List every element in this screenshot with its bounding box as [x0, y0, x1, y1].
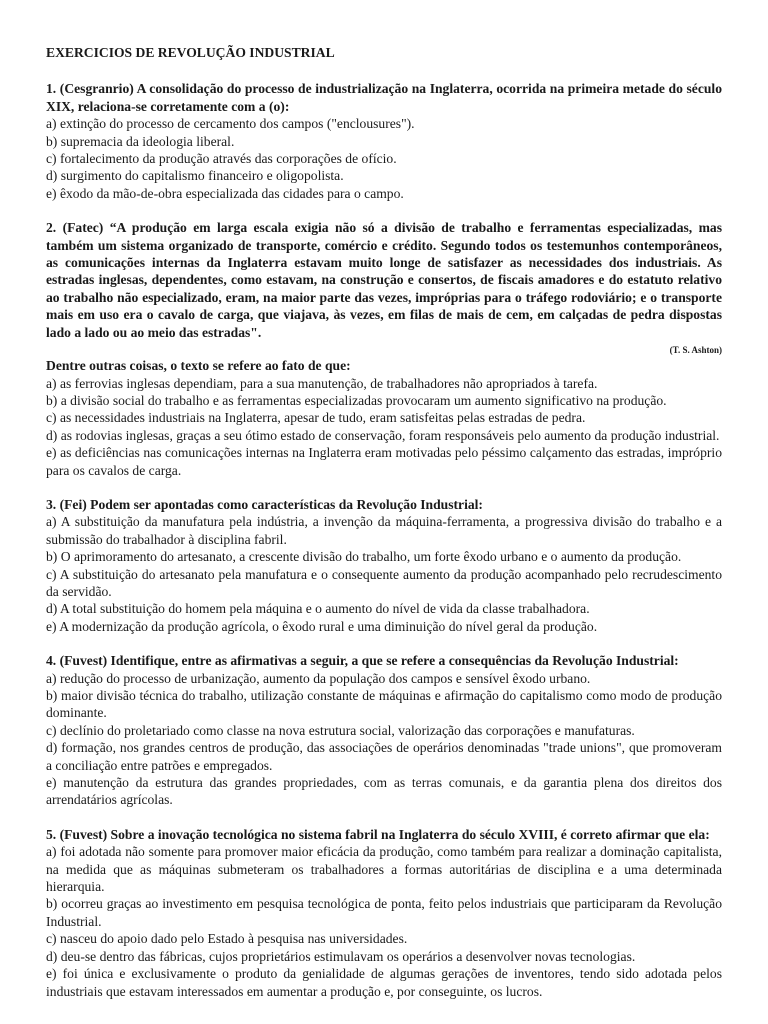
question-subprompt: Dentre outras coisas, o texto se refere ao fato de que: — [46, 358, 351, 374]
question-stem: 3. (Fei) Podem ser apontadas como características da Revolução Industrial: — [46, 496, 483, 512]
quote-source: (T. S. Ashton) — [669, 345, 722, 356]
option-c: c) A substituição do artesanato pela manufatura e o consequente aumento da produção acompanhado pelo recrudescimento da servidão. — [46, 566, 722, 599]
option-d: d) formação, nos grandes centros de produção, das associações de operários denominadas "trade unions", que promoveram a conciliação entre patrões e empregados. — [46, 740, 722, 773]
option-c: c) fortalecimento da produção através das corporações de ofício. — [46, 151, 397, 167]
option-e: e) A modernização da produção agrícola, o êxodo rural e uma diminuição do nível geral da produção. — [46, 618, 598, 634]
option-e: e) as deficiências nas comunicações internas na Inglaterra eram motivadas pelo péssimo calçamento das estradas, impróprio para os cavalos de carga. — [46, 445, 722, 478]
document-title: EXERCICIOS DE REVOLUÇÃO INDUSTRIAL — [46, 45, 335, 60]
option-c: c) nasceu do apoio dado pelo Estado à pesquisa nas universidades. — [46, 931, 408, 947]
option-d: d) deu-se dentro das fábricas, cujos proprietários estimulavam os operários a desenvolver novas tecnologias. — [46, 948, 636, 964]
question-2 — [46, 219, 722, 479]
option-e: e) êxodo da mão-de-obra especializada das cidades para o campo. — [46, 185, 404, 201]
option-b: b) supremacia da ideologia liberal. — [46, 133, 235, 149]
option-d: d) as rodovias inglesas, graças a seu ótimo estado de conservação, foram responsáveis pelo aumento da produção industrial. — [46, 427, 720, 443]
question-3 — [46, 496, 722, 635]
option-a: a) extinção do processo de cercamento dos campos ("enclousures"). — [46, 116, 415, 132]
option-b: b) ocorreu graças ao investimento em pesquisa tecnológica de ponta, feito pelos industriais que participaram da Revolução Industrial. — [46, 896, 722, 929]
option-d: d) A total substituição do homem pela máquina e o aumento do nível de vida da classe trabalhadora. — [46, 601, 590, 617]
option-b: b) a divisão social do trabalho e as ferramentas especializadas provocaram um aumento significativo na produção. — [46, 392, 667, 408]
question-5 — [46, 826, 722, 1000]
option-e: e) manutenção da estrutura das grandes propriedades, com as terras comunais, e da garantia plena dos direitos dos arrendatários agrícolas. — [46, 775, 722, 808]
option-d: d) surgimento do capitalismo financeiro e oligopolista. — [46, 168, 344, 184]
option-b: b) maior divisão técnica do trabalho, utilização constante de máquinas e afirmação do capitalismo como modo de produção dominante. — [46, 688, 722, 721]
option-a: a) foi adotada não somente para promover maior eficácia da produção, como também para realizar a dominação capitalista, na medida que as máquinas submeteram os trabalhadores a formas autoritárias de disciplina e a uma determinada hierarquia. — [46, 844, 722, 895]
question-stem: 5. (Fuvest) Sobre a inovação tecnológica no sistema fabril na Inglaterra do século XVIII, é correto afirmar que ela: — [46, 826, 710, 842]
question-1 — [46, 80, 722, 202]
option-a: a) as ferrovias inglesas dependiam, para a sua manutenção, de trabalhadores não apropriados à tarefa. — [46, 375, 598, 391]
option-c: c) declínio do proletariado como classe na nova estrutura social, valorização das corporações e manufaturas. — [46, 722, 635, 738]
option-e: e) foi única e exclusivamente o produto da genialidade de algumas gerações de inventores, tendo sido adotada pelos industriais que estavam interessados em aumentar a produção e, por conseguinte, os lucros. — [46, 966, 722, 999]
question-stem: 2. (Fatec) “A produção em larga escala exigia não só a divisão de trabalho e ferramentas especializadas, mas também um sistema organizado de transporte, comércio e crédito. Segundo todos os testemunhos contemporâneos, as comunicações internas da Inglaterra estavam muito longe de satisfazer as necessidades dos industriais. As estradas inglesas, dependentes, como estavam, na construção e consertos, de fiscais amadores e do estatuto relativo ao trabalho não especializado, eram, na maior parte das vezes, impróprias para o tráfego rodoviário; e o transporte mais em uso era o cavalo de carga, que viajava, às vezes, em filas de mais de cem, em calçadas de pedra dispostas lado a lado ou ao meio das estradas". — [46, 220, 722, 340]
question-4 — [46, 652, 722, 809]
option-b: b) O aprimoramento do artesanato, a crescente divisão do trabalho, um forte êxodo urbano e o aumento da produção. — [46, 549, 682, 565]
option-a: a) A substituição da manufatura pela indústria, a invenção da máquina-ferramenta, a progressiva divisão do trabalho e a submissão do trabalhador à disciplina fabril. — [46, 514, 722, 547]
question-stem: 4. (Fuvest) Identifique, entre as afirmativas a seguir, a que se refere a consequências da Revolução Industrial: — [46, 653, 679, 669]
option-a: a) redução do processo de urbanização, aumento da população dos campos e sensível êxodo urbano. — [46, 670, 591, 686]
question-stem: 1. (Cesgranrio) A consolidação do processo de industrialização na Inglaterra, ocorrida na primeira metade do século XIX, relaciona-se corretamente com a (o): — [46, 81, 722, 114]
option-c: c) as necessidades industriais na Inglaterra, apesar de tudo, eram satisfeitas pelas estradas de pedra. — [46, 410, 586, 426]
